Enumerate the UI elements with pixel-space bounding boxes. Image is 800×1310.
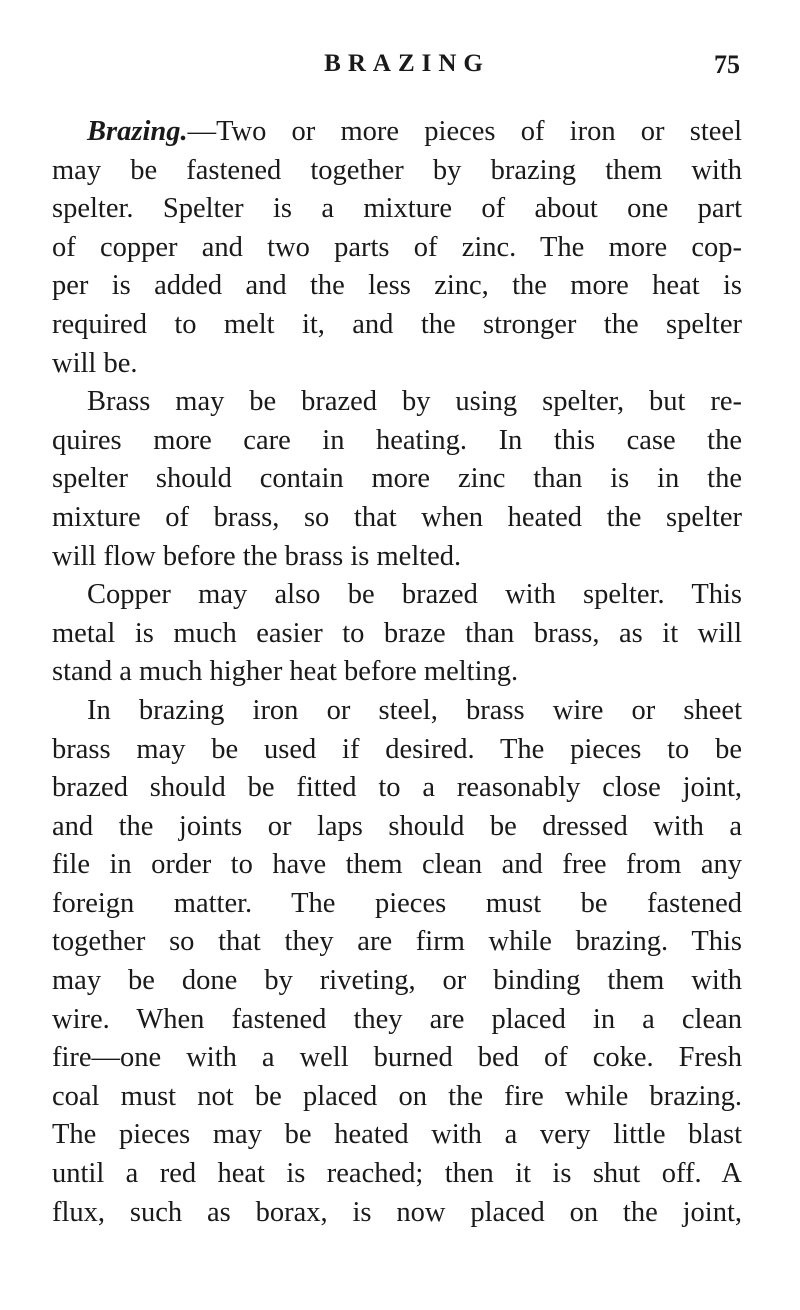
text-line: of copper and two parts of zinc. The more cop- xyxy=(52,231,742,263)
body-text xyxy=(52,113,742,1232)
paragraph-copper xyxy=(52,576,742,692)
text-line: until a red heat is reached; then it is shut off. A xyxy=(52,1158,742,1190)
text-line: wire. When fastened they are placed in a clean xyxy=(52,1003,742,1035)
text-line: may be fastened together by brazing them with xyxy=(52,154,742,186)
text-line: file in order to have them clean and free from any xyxy=(52,849,742,881)
text-line: may be done by riveting, or binding them with xyxy=(52,965,742,997)
text-line: stand a much higher heat before melting. xyxy=(52,656,519,688)
text-line: fire—one with a well burned bed of coke. Fresh xyxy=(52,1042,742,1074)
running-head xyxy=(52,50,740,84)
text-line: and the joints or laps should be dressed with a xyxy=(52,810,742,842)
running-title: BRAZING xyxy=(324,50,490,77)
text-line: per is added and the less zinc, the more heat is xyxy=(52,270,742,302)
paragraph-brass xyxy=(52,383,742,576)
text-line: mixture of brass, so that when heated the spelter xyxy=(52,501,742,533)
run-in-heading: Brazing. xyxy=(87,116,188,147)
paragraph-iron-steel xyxy=(52,692,742,1232)
text-line: The pieces may be heated with a very little blast xyxy=(52,1119,742,1151)
text-line: brass may be used if desired. The pieces to be xyxy=(52,733,742,765)
text-line: coal must not be placed on the fire while brazing. xyxy=(52,1080,742,1112)
text-line: Copper may also be brazed with spelter. This xyxy=(87,579,742,611)
text-line: brazed should be fitted to a reasonably close joint, xyxy=(52,772,742,804)
text-line-content: —Two or more pieces of iron or steel xyxy=(187,116,742,147)
text-line: will be. xyxy=(52,347,138,379)
page-number: 75 xyxy=(714,50,740,79)
paragraph-brazing-intro xyxy=(52,113,742,383)
text-line: foreign matter. The pieces must be fastened xyxy=(52,887,742,919)
text-line: spelter should contain more zinc than is in the xyxy=(52,463,742,495)
text-line: required to melt it, and the stronger the spelter xyxy=(52,308,742,340)
text-line xyxy=(52,113,742,152)
text-line: Brass may be brazed by using spelter, but re- xyxy=(87,386,742,418)
text-line: quires more care in heating. In this case the xyxy=(52,424,742,456)
text-line: flux, such as borax, is now placed on the joint, xyxy=(52,1196,742,1228)
text-line: will flow before the brass is melted. xyxy=(52,540,462,572)
text-line: In brazing iron or steel, brass wire or sheet xyxy=(87,694,742,726)
text-line: spelter. Spelter is a mixture of about one part xyxy=(52,193,742,225)
text-line: together so that they are firm while brazing. This xyxy=(52,926,742,958)
text-line: metal is much easier to braze than brass, as it will xyxy=(52,617,742,649)
